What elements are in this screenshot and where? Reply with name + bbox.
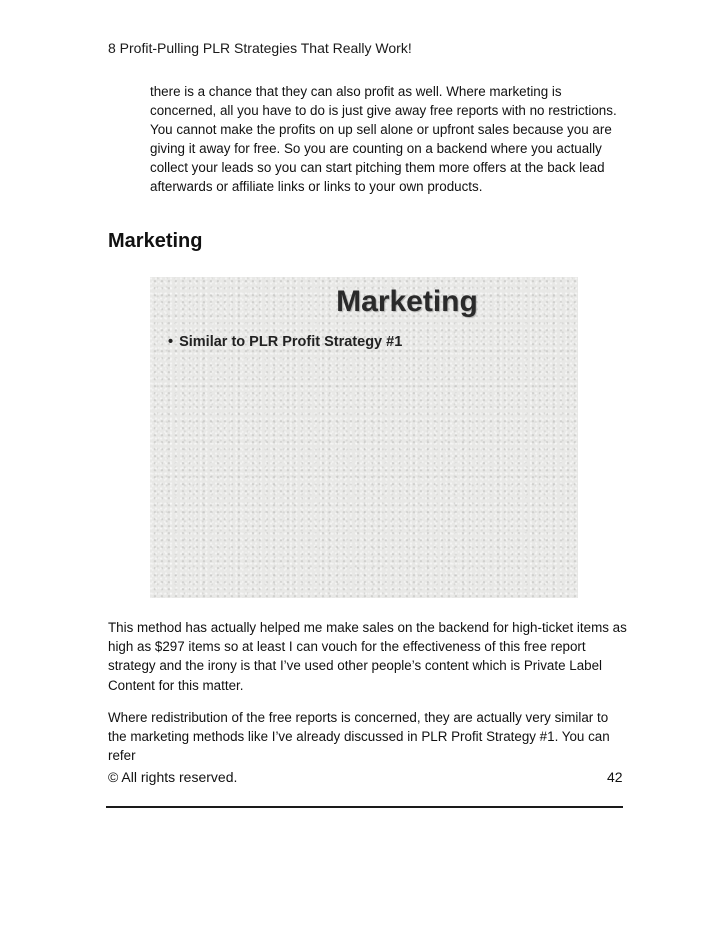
footer-copyright: © All rights reserved. xyxy=(108,769,238,785)
footer-divider xyxy=(106,806,623,808)
slide-bullet-text: Similar to PLR Profit Strategy #1 xyxy=(179,334,403,350)
indented-paragraph: there is a chance that they can also profit as well. Where marketing is concerned, all you have to do is just give away free reports with no restrictions. You cannot make the profits on up sell alone or upfront sales because you are giving it away for free. So you are counting on a backend where you actually collect your leads so you can start pitching them more offers at the back lead afterwards or affiliate links or links to your own products. xyxy=(150,84,617,194)
slide-bullet-item xyxy=(168,334,402,350)
slide-image xyxy=(150,277,578,598)
bullet-dot-icon: • xyxy=(168,334,174,350)
slide-title: Marketing xyxy=(336,285,478,318)
body-paragraph-1: This method has actually helped me make sales on the backend for high-ticket items as high as $297 items so at least I can vouch for the effectiveness of this free report strategy and the irony is that I’ve used other people’s content which is Private Label Content for this matter. xyxy=(108,620,627,693)
footer-page-number: 42 xyxy=(607,769,623,785)
page-header-title: 8 Profit-Pulling PLR Strategies That Really Work! xyxy=(108,40,412,56)
section-heading: Marketing xyxy=(108,230,203,252)
body-paragraph-2: Where redistribution of the free reports is concerned, they are actually very similar to the marketing methods like I’ve already discussed in PLR Profit Strategy #1. You can refer xyxy=(108,710,610,764)
